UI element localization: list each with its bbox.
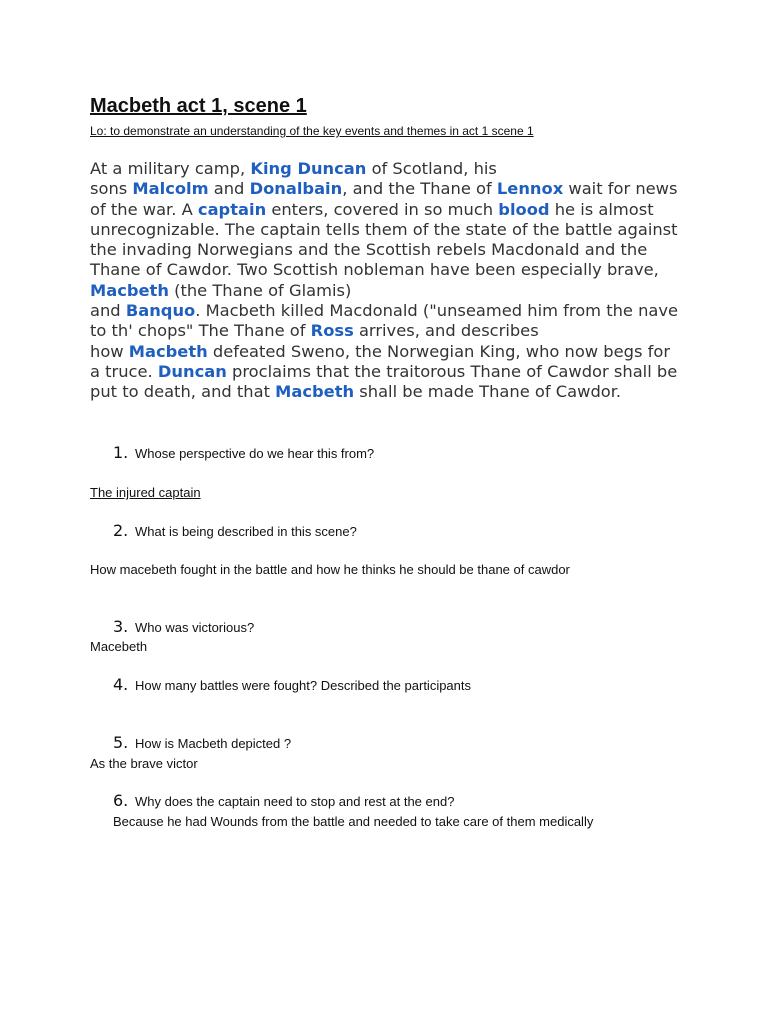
summary-text: he is almost unrecognizable. The captain tells them of the state of the battle against the invading Norwegians and the Scottish rebels Macdonald and the Thane of Cawdor. Two Scottish nobleman have been especially brave,: [90, 199, 678, 280]
question-number: 3.: [113, 617, 129, 636]
highlighted-name: Donalbain: [249, 179, 343, 199]
question-3: [113, 617, 254, 636]
summary-text: shall be made Thane of Cawdor.: [354, 382, 622, 402]
answer-5: As the brave victor: [90, 756, 198, 771]
summary-text: At a military camp,: [90, 159, 251, 178]
summary-text: arrives, and describes: [353, 321, 544, 341]
highlighted-name: Banquo: [125, 301, 196, 321]
highlighted-name: captain: [197, 199, 267, 219]
question-number: 2.: [113, 521, 129, 540]
highlighted-name: blood: [498, 199, 550, 219]
summary-text: defeated Sweno, the Norwegian King, who now begs for a truce.: [90, 341, 671, 381]
highlighted-name: Duncan: [157, 361, 227, 381]
summary-text: of Scotland, his: [366, 159, 503, 178]
question-1: [113, 443, 374, 462]
question-6: [113, 791, 454, 810]
answer-6: Because he had Wounds from the battle and needed to take care of them medically: [113, 814, 594, 829]
summary-text: and: [90, 301, 126, 321]
summary-text: . Macbeth killed Macdonald ("unseamed him from the nave to th' chops" The Thane of: [90, 301, 679, 341]
question-number: 6.: [113, 791, 129, 810]
highlighted-name: Malcolm: [132, 179, 209, 199]
summary-text: proclaims that the traitorous Thane of Cawdor shall be put to death, and that: [90, 361, 678, 402]
question-4: [113, 675, 471, 694]
highlighted-name: Macbeth: [90, 280, 169, 300]
question-5: [113, 733, 291, 752]
question-text: Whose perspective do we hear this from?: [135, 446, 375, 461]
summary-text: , and the Thane of: [342, 179, 497, 199]
highlighted-name: Macbeth: [128, 341, 208, 361]
highlighted-name: King Duncan: [250, 159, 367, 178]
question-number: 5.: [113, 733, 129, 752]
scene-summary: [90, 159, 680, 403]
question-text: Who was victorious?: [135, 620, 255, 635]
document-title: Macbeth act 1, scene 1: [90, 95, 307, 117]
answer-2: How macebeth fought in the battle and how he thinks he should be thane of cawdor: [90, 562, 570, 577]
answer-3: Macebeth: [90, 639, 148, 654]
question-number: 1.: [113, 443, 129, 462]
question-2: [113, 521, 357, 540]
learning-objective: Lo: to demonstrate an understanding of the key events and themes in act 1 scene 1: [90, 124, 534, 138]
question-number: 4.: [113, 675, 129, 694]
question-text: How is Macbeth depicted ?: [135, 736, 292, 751]
summary-text: (the Thane of Glamis): [168, 280, 357, 300]
highlighted-name: Lennox: [496, 179, 564, 199]
summary-text: wait for news of the war. A: [90, 179, 678, 219]
summary-text: how: [90, 341, 129, 361]
summary-text: enters, covered in so much: [266, 199, 499, 219]
summary-text: and: [208, 179, 250, 199]
answer-1: The injured captain: [90, 485, 201, 500]
question-text: What is being described in this scene?: [135, 524, 357, 539]
question-text: How many battles were fought? Described the participants: [135, 678, 472, 693]
highlighted-name: Macbeth: [275, 382, 355, 402]
highlighted-name: Ross: [310, 321, 354, 341]
summary-text: sons: [90, 179, 133, 199]
question-text: Why does the captain need to stop and rest at the end?: [135, 794, 455, 809]
